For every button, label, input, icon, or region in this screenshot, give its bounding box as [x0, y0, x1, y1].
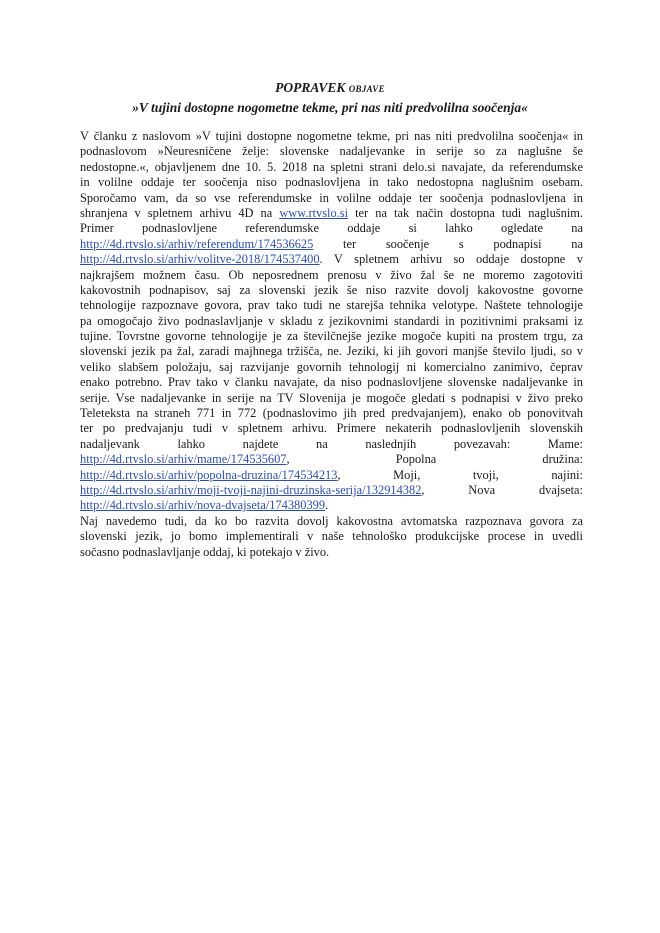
body-line	[80, 221, 583, 236]
body-line	[80, 329, 583, 344]
body-text-segment: ter soočenje s podnapisi na	[313, 236, 583, 251]
body-text-segment: pa omogočajo živo podnaslavljanje v skladu z jezikovnimi standardi in pozitivnimi praksami iz	[80, 313, 583, 328]
body-line	[80, 160, 583, 175]
hyperlink[interactable]: http://4d.rtvslo.si/arhiv/popolna-druzina/174534213	[80, 467, 338, 482]
body-line	[80, 252, 583, 267]
body-line	[80, 191, 583, 206]
hyperlink[interactable]: http://4d.rtvslo.si/arhiv/volitve-2018/174537400	[80, 252, 320, 267]
body-text-segment: V članku z naslovom »V tujini dostopne nogometne tekme, pri nas niti predvolilna soočenja« in	[80, 129, 583, 143]
hyperlink[interactable]: http://4d.rtvslo.si/arhiv/moji-tvoji-najini-druzinska-serija/132914382	[80, 482, 422, 497]
body-line	[80, 314, 583, 329]
body-line	[80, 514, 583, 529]
body-line	[80, 360, 583, 375]
body-line	[80, 498, 583, 513]
hyperlink[interactable]: http://4d.rtvslo.si/arhiv/mame/174535607	[80, 452, 287, 467]
body-text-segment: Naj navedemo tudi, da ko bo razvita dovolj kakovostna avtomatska razpoznava govora za	[80, 513, 583, 528]
body-text-segment: najkrajšem možnem času. Ob neposrednem prenosu v živo žal še ne moremo zagotoviti	[80, 267, 583, 282]
body-line	[80, 268, 583, 283]
body-text-segment: Sporočamo vam, da so vse referendumske in volilne oddaje ter soočenja podnaslovljena in	[80, 190, 583, 205]
body-text-segment: nadaljevank lahko najdete na naslednjih povezavah: Mame:	[80, 436, 583, 451]
body-line	[80, 283, 583, 298]
body-text-segment: , Nova dvajseta:	[421, 482, 583, 497]
body-text-segment: Primer podnaslovljene referendumske oddaje si lahko ogledate na	[80, 221, 583, 236]
body-line	[80, 175, 583, 190]
body-line	[80, 421, 583, 436]
title-small: OBJAVE	[348, 84, 385, 94]
body-line	[80, 545, 583, 560]
body-line	[80, 391, 583, 406]
body-text-segment: .	[325, 498, 329, 513]
body-text-segment: nedostopne.«, objavljenem dne 10. 5. 2018 na spletni strani delo.si navajate, da referendumske	[80, 159, 583, 174]
body-line	[80, 437, 583, 452]
body-text-segment: shranjena v spletnem arhivu 4D na	[80, 205, 280, 220]
body-text-segment: kakovostnih podnapisov, saj za slovenski jezik še niso razvite dovolj kakovostne govorne	[80, 282, 583, 297]
body-line	[80, 206, 583, 221]
body-line	[80, 483, 583, 498]
body-text-segment: veliko slabšem položaju, saj razvijanje govornih tehnologij ni komercialno zanimivo, čeprav	[80, 359, 583, 374]
title-main: POPRAVEK	[275, 80, 346, 95]
body-text-segment: tujine. Tovrstne govorne tehnologije je za številčnejše jezike mogoče kupiti na prostem trgu, za	[80, 329, 583, 344]
body-text-segment: serije. Vse nadaljevanke in serije na TV Slovenija je mogoče gledati s podnapisi v živo preko	[80, 390, 583, 405]
body-text-segment: slovenski jezik, jo bomo implementirali v naše tehnološko produkcijske procese in uvedli	[80, 529, 583, 544]
body-text-segment: sočasno podnaslavljanje oddaj, ki potekajo v živo.	[80, 544, 330, 559]
document-subtitle: »V tujini dostopne nogometne tekme, pri nas niti predvolilna soočenja«	[132, 100, 528, 115]
body-line	[80, 144, 583, 159]
hyperlink[interactable]: www.rtvslo.si	[279, 205, 349, 220]
body-text-segment: , Moji, tvoji, najini:	[337, 467, 583, 482]
body-text-segment: tehnologije razpoznave govora, prav tako tudi ne starejša tehnika velotype. Naštete tehnologije	[80, 298, 583, 313]
body-line	[80, 237, 583, 252]
body-text-segment: podnaslovom »Neuresničene želje: slovenske nadaljevanke in serije so za naglušne še	[80, 144, 583, 159]
body-text-segment: slovenski jezik pa žal, zaradi majhnega tržišča, ne. Jeziki, ki jih govori manjše število ljudi, so v	[80, 344, 583, 359]
body-line	[80, 468, 583, 483]
body-paragraphs	[80, 129, 583, 560]
body-text-segment: . V spletnem arhivu so oddaje dostopne v	[319, 252, 583, 267]
body-line	[80, 452, 583, 467]
body-text-segment: , Popolna družina:	[286, 452, 583, 467]
body-line	[80, 129, 583, 144]
hyperlink[interactable]: http://4d.rtvslo.si/arhiv/nova-dvajseta/174380399	[80, 498, 326, 513]
body-text-segment: in volilne oddaje ter soočenja niso podnaslovljena in tako nedostopna naglušnim osebam.	[80, 175, 583, 190]
body-text-segment: ter po predvajanju tudi v spletnem arhivu. Primere nekaterih podnaslovljenih slovenskih	[80, 421, 583, 436]
body-line	[80, 529, 583, 544]
body-text-segment: Teleteksta na straneh 771 in 772 (podnaslovimo jih pred predvajanjem), enako ob ponovitvah	[80, 406, 583, 421]
body-text-segment: enako potrebno. Prav tako v članku navajate, da niso podnaslovljene slovenske nadaljevanke in	[80, 375, 583, 390]
hyperlink[interactable]: http://4d.rtvslo.si/arhiv/referendum/174536625	[80, 236, 314, 251]
body-text-segment: ter na tak način dostopna tudi naglušnim.	[348, 205, 584, 220]
body-line	[80, 344, 583, 359]
body-line	[80, 375, 583, 390]
body-line	[80, 298, 583, 313]
document-title	[0, 80, 660, 97]
body-line	[80, 406, 583, 421]
